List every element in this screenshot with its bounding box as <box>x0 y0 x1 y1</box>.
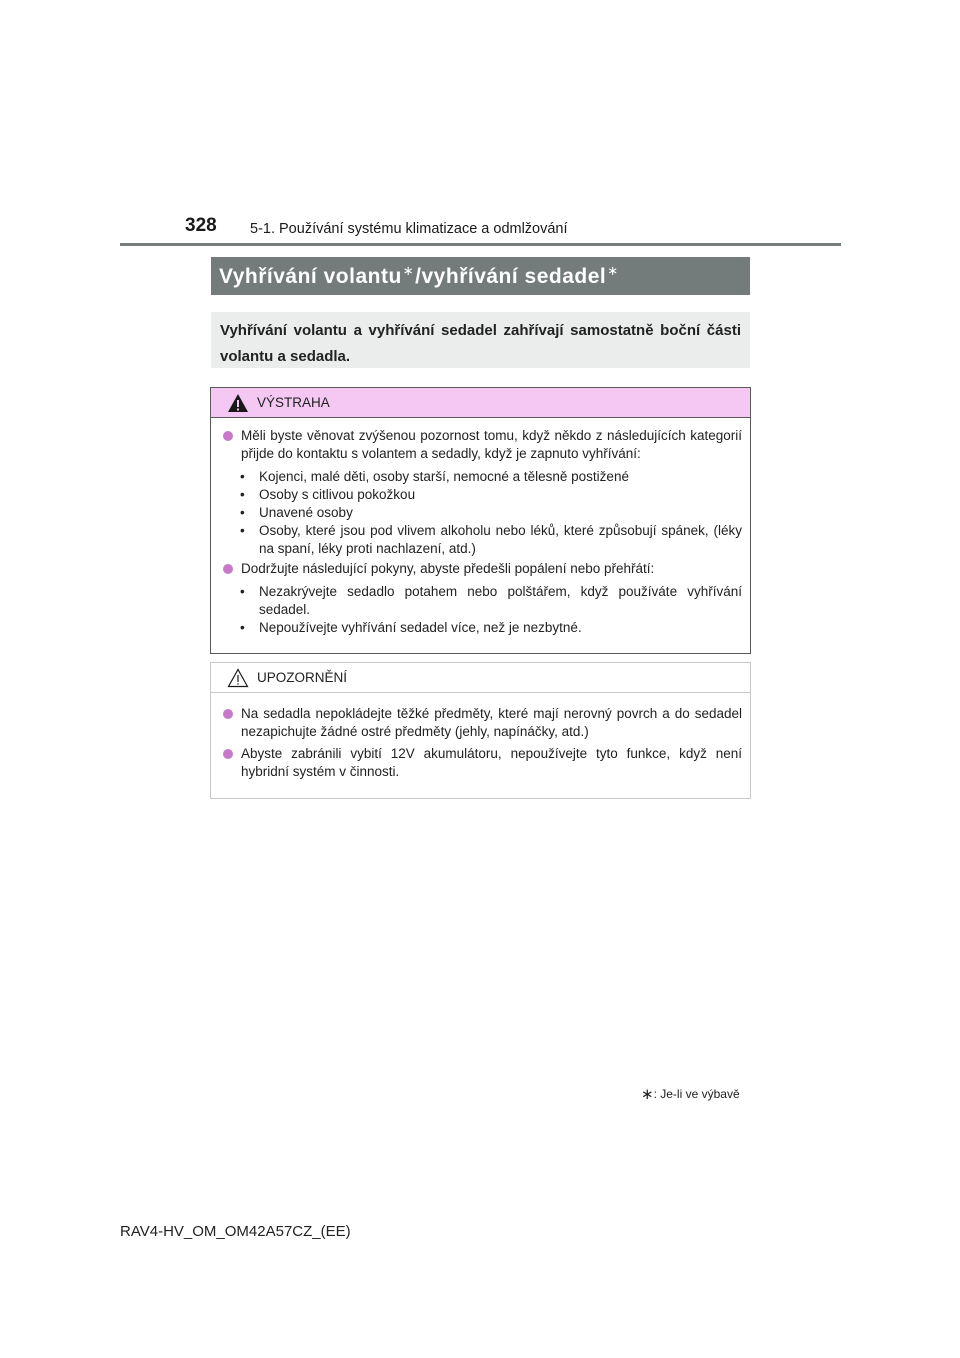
footnote <box>641 1085 740 1103</box>
optional-asterisk-icon: ∗ <box>641 1086 654 1103</box>
bullet-icon: • <box>240 487 245 502</box>
bullet-icon: • <box>240 469 245 484</box>
footnote-text: : Je-li ve výbavě <box>653 1087 740 1101</box>
warning-item <box>221 560 742 578</box>
list-item: • Kojenci, malé děti, osoby starší, nemocné a tělesně postižené <box>240 469 629 484</box>
caution-label: UPOZORNĚNÍ <box>257 670 348 685</box>
caution-header <box>211 663 750 693</box>
caution-triangle-outline-icon <box>227 668 249 688</box>
caution-item <box>221 745 742 781</box>
bullet-icon: • <box>240 523 245 538</box>
bullet-icon: • <box>240 584 245 599</box>
warning-item-text: Dodržujte následující pokyny, abyste předešli popálení nebo přehřátí: <box>241 561 655 576</box>
list-item: • Nepoužívejte vyhřívání sedadel více, než je nezbytné. <box>240 620 582 635</box>
bullet-icon: • <box>240 505 245 520</box>
bullet-dot-icon <box>223 431 233 441</box>
bullet-icon: • <box>240 620 245 635</box>
warning-item-text: Měli byste věnovat zvýšenou pozornost tomu, když někdo z následujících kategorií přijde do kontaktu s volantem a sedadly, když je zapnuto vyhřívání: <box>241 428 742 461</box>
list-item: • Unavené osoby <box>240 505 353 520</box>
warning-box <box>210 387 751 654</box>
warning-header <box>211 388 750 418</box>
warning-sub-list <box>221 468 742 558</box>
optional-asterisk-icon: ∗ <box>402 263 415 278</box>
section-title-part2: /vyhřívání sedadel <box>415 265 607 288</box>
bullet-dot-icon <box>223 564 233 574</box>
section-intro: Vyhřívání volantu a vyhřívání sedadel zahřívají samostatně boční části volantu a sedadla. <box>211 312 750 368</box>
list-item: • Nezakrývejte sedadlo potahem nebo polštářem, když používáte vyhřívání sedadel. <box>240 584 742 617</box>
warning-sub-list <box>221 583 742 637</box>
header-divider <box>120 243 841 246</box>
caution-item-text: Na sedadla nepokládejte těžké předměty, které mají nerovný povrch a do sedadel nezapichujte žádné ostré předměty (jehly, napínáčky, atd.) <box>241 706 742 739</box>
page-number: 328 <box>185 215 217 236</box>
section-title <box>211 257 750 295</box>
optional-asterisk-icon: ∗ <box>607 263 619 278</box>
warning-label: VÝSTRAHA <box>257 395 330 410</box>
document-code: RAV4-HV_OM_OM42A57CZ_(EE) <box>120 1223 351 1240</box>
caution-body <box>211 693 750 781</box>
caution-item <box>221 705 742 741</box>
warning-triangle-icon <box>227 393 249 413</box>
chapter-title: 5-1. Používání systému klimatizace a odmlžování <box>250 221 568 237</box>
caution-item-text: Abyste zabránili vybití 12V akumulátoru, nepoužívejte tyto funkce, když není hybridní systém v činnosti. <box>241 746 742 779</box>
list-item: • Osoby s citlivou pokožkou <box>240 487 416 502</box>
warning-body <box>211 418 750 637</box>
section-title-part1: Vyhřívání volantu <box>219 265 402 288</box>
warning-item <box>221 427 742 463</box>
bullet-dot-icon <box>223 709 233 719</box>
bullet-dot-icon <box>223 749 233 759</box>
list-item: • Osoby, které jsou pod vlivem alkoholu nebo léků, které způsobují spánek, (léky na spaní, léky proti nachlazení, atd.) <box>240 523 742 556</box>
caution-box <box>210 662 751 799</box>
